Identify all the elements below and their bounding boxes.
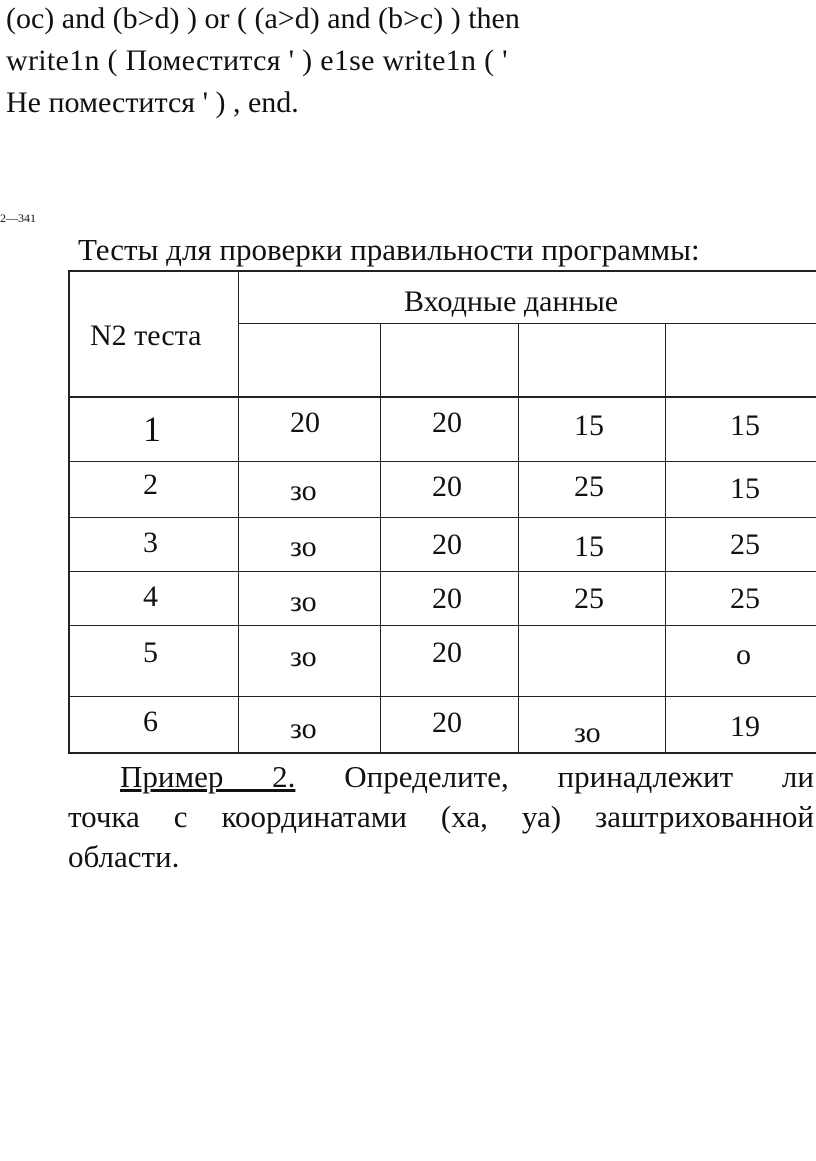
table-column-divider [665, 323, 666, 754]
table-cell: зо [290, 640, 317, 673]
table-cell: 20 [432, 582, 462, 615]
table-cell: 15 [574, 409, 604, 442]
table-cell: зо [290, 474, 317, 507]
table-cell-test-number: 1 [143, 409, 161, 449]
table-row-divider [68, 461, 816, 462]
table-cell-test-number: 6 [143, 705, 158, 738]
example-paragraph-line-2: точка с координатами (ха, уа) заштрихованной [68, 799, 814, 834]
table-cell: 20 [432, 406, 462, 439]
code-line-1: (oc) and (b>d) ) or ( (a>d) and (b>c) ) then [6, 2, 520, 35]
table-cell: о [736, 638, 751, 671]
table-cell: 20 [432, 528, 462, 561]
table-cell: 20 [432, 636, 462, 669]
table-column-divider [518, 323, 519, 754]
table-caption: Тесты для проверки правильности программы: [78, 232, 700, 267]
table-cell-test-number: 5 [143, 636, 158, 669]
table-row-divider [68, 696, 816, 697]
table-row-divider [68, 625, 816, 626]
example-paragraph-line-3: области. [68, 839, 180, 874]
code-line-2: write1n ( Поместится ' ) e1se write1n ( ' [6, 44, 508, 77]
table-cell: зо [290, 530, 317, 563]
code-line-3: Не поместится ' ) , end. [6, 86, 299, 119]
table-row-divider [68, 517, 816, 518]
example-paragraph-line-1 [68, 758, 814, 796]
table-column-divider [380, 323, 381, 754]
table-cell: 25 [730, 582, 760, 615]
header-test-number: N2 теста [90, 319, 202, 352]
table-border-bottom [68, 752, 816, 754]
table-cell: 20 [290, 406, 320, 439]
table-border-top [68, 270, 816, 272]
example-label: Пример 2. [120, 759, 296, 794]
table-cell: 19 [730, 710, 760, 743]
table-cell-test-number: 3 [143, 526, 158, 559]
table-header-divider [238, 323, 816, 324]
table-cell: 20 [432, 706, 462, 739]
table-cell: 25 [574, 582, 604, 615]
table-column-divider [238, 270, 239, 754]
table-cell: зо [574, 716, 601, 749]
table-cell: зо [290, 712, 317, 745]
table-border-left [68, 270, 70, 754]
table-cell-test-number: 2 [143, 468, 158, 501]
table-row-divider [68, 396, 816, 398]
page-reference: 2—341 [0, 211, 36, 225]
table-cell: 20 [432, 470, 462, 503]
header-input-data: Входные данные [404, 285, 619, 318]
table-cell: 15 [730, 409, 760, 442]
table-cell-test-number: 4 [143, 580, 158, 613]
example-text: Определите, принадлежит ли [295, 759, 814, 794]
table-cell: 15 [574, 530, 604, 563]
table-cell: 25 [574, 470, 604, 503]
table-cell: 15 [730, 472, 760, 505]
table-cell: 25 [730, 528, 760, 561]
table-cell: зо [290, 585, 317, 618]
table-row-divider [68, 571, 816, 572]
